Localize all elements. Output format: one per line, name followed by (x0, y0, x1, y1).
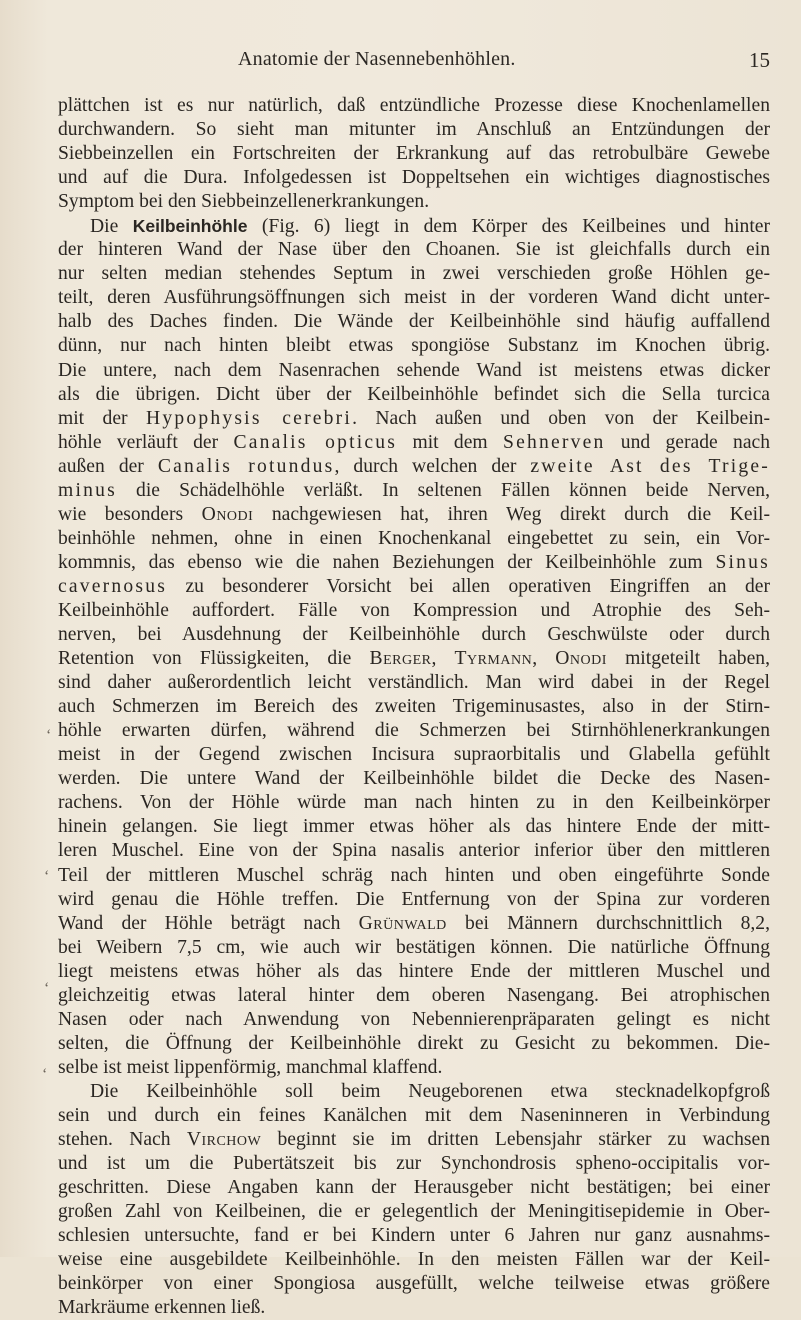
text-line: großen Zahl von Keilbeinen, die er gelegentlich der Meningitisepidemie in Ober- (58, 1201, 770, 1223)
author-name: Berger (369, 648, 432, 670)
text-line: Markräume erkennen ließ. (58, 1297, 266, 1319)
text-line: hinein gelangen. Sie liegt immer etwas höher als das hintere Ende der mitt- (58, 816, 770, 838)
text-line: dünn, nur nach hinten bleibt etwas spongiöse Substanz im Knochen übrig. (58, 335, 770, 357)
running-head: Anatomie der Nasennebenhöhlen. (238, 48, 516, 70)
author-name: Tyrmann (454, 648, 533, 670)
text-line: auch Schmerzen im Bereich des zweiten Trigeminusastes, also in der Stirn- (58, 696, 770, 718)
margin-mark: ‘ (44, 980, 50, 997)
text-line: und auf die Dura. Infolgedessen ist Doppeltsehen ein wichtiges diagnostisches (58, 167, 770, 189)
text-line: schlesien untersuchte, fand er bei Kindern unter 6 Jahren nur ganz ausnahms- (58, 1225, 770, 1247)
text-line: Retention von Flüssigkeiten, die Berger, Tyrmann, Onodi mitgeteilt haben, (58, 648, 770, 670)
text-line: Die untere, nach dem Nasenrachen sehende Wand ist meistens etwas dicker (58, 359, 770, 381)
text-line: cavernosus zu besonderer Vorsicht bei allen operativen Eingriffen an der (58, 575, 770, 597)
text-line: Symptom bei den Siebbeinzellenerkrankungen. (58, 191, 430, 213)
text-line: außen der Canalis rotundus, durch welchen der zweite Ast des Trige- (58, 455, 770, 477)
text-line: rachens. Von der Höhle würde man nach hinten zu in den Keilbeinkörper (58, 792, 770, 814)
text-line: Wand der Höhle beträgt nach Grünwald bei Männern durchschnittlich 8,2, (58, 912, 770, 934)
text-line: mit der Hypophysis cerebri. Nach außen und oben von der Keilbein- (58, 407, 770, 429)
text-line: sind daher außerordentlich leicht verständlich. Man wird dabei in der Regel (58, 672, 770, 694)
text-line: stehen. Nach Virchow beginnt sie im dritten Lebensjahr stärker zu wachsen (58, 1129, 770, 1151)
author-name: Onodi (555, 648, 607, 670)
text-line: der hinteren Wand der Nase über den Choanen. Sie ist gleichfalls durch ein (58, 239, 770, 261)
text-line: leren Muschel. Eine von der Spina nasalis anterior inferior über den mittleren (58, 840, 770, 862)
margin-mark: ‘ (46, 727, 52, 744)
text-line: beinkörper von einer Spongiosa ausgefüllt, welche teilweise etwas größere (58, 1273, 770, 1295)
text-line: durchwandern. So sieht man mitunter im Anschluß an Entzündungen der (58, 119, 770, 141)
text-line: meist in der Gegend zwischen Incisura supraorbitalis und Glabella gefühlt (58, 744, 770, 766)
body-text (58, 94, 770, 1320)
margin-mark: ‘ (44, 868, 50, 885)
text-line: wie besonders Onodi nachgewiesen hat, ihren Weg direkt durch die Keil- (58, 503, 770, 525)
text-line: beinhöhle nehmen, ohne in einen Knochenkanal eingebettet zu sein, ein Vor- (58, 527, 770, 549)
text-line: als die übrigen. Dicht über der Keilbeinhöhle befindet sich die Sella turcica (58, 383, 770, 405)
text-line: minus die Schädelhöhle verläßt. In seltenen Fällen können beide Nerven, (58, 479, 770, 501)
text-line: kommnis, das ebenso wie die nahen Beziehungen der Keilbeinhöhle zum Sinus (58, 551, 770, 573)
author-name: Grünwald (358, 912, 447, 934)
text-line: Siebbeinzellen ein Fortschreiten der Erkrankung auf das retrobulbäre Gewebe (58, 143, 770, 165)
text-line: selbe ist meist lippenförmig, manchmal klaffend. (58, 1056, 443, 1078)
text-line: Keilbeinhöhle auffordert. Fälle von Kompression und Atrophie des Seh- (58, 599, 770, 621)
text-line: Die Keilbeinhöhle (Fig. 6) liegt in dem Körper des Keilbeines und hinter (90, 216, 770, 238)
author-name: Onodi (201, 503, 254, 525)
text-line: weise eine ausgebildete Keilbeinhöhle. In den meisten Fällen war der Keil- (58, 1249, 770, 1271)
text-line: Nasen oder nach Anwendung von Nebennierenpräparaten gelingt es nicht (58, 1008, 770, 1030)
text-line: plättchen ist es nur natürlich, daß entzündliche Prozesse diese Knochenlamellen (58, 95, 770, 116)
text-line: nerven, bei Ausdehnung der Keilbeinhöhle durch Geschwülste oder durch (58, 624, 770, 646)
text-line: teilt, deren Ausführungsöffnungen sich meist in der vorderen Wand dicht unter- (58, 287, 770, 309)
text-line: Teil der mittleren Muschel schräg nach hinten und oben eingeführte Sonde (58, 864, 770, 886)
text-line: höhle erwarten dürfen, während die Schmerzen bei Stirnhöhlenerkrankungen (58, 720, 770, 742)
text-line: selten, die Öffnung der Keilbeinhöhle direkt zu Gesicht zu bekommen. Die- (58, 1032, 770, 1054)
text-line: gleichzeitig etwas lateral hinter dem oberen Nasengang. Bei atrophischen (58, 984, 770, 1006)
margin-mark: ‘ (42, 1066, 48, 1083)
text-line: Die Keilbeinhöhle soll beim Neugeborenen etwa stecknadelkopfgroß (90, 1080, 770, 1102)
text-line: und ist um die Pubertätszeit bis zur Synchondrosis spheno-occipitalis vor- (58, 1153, 770, 1175)
author-name: Virchow (186, 1129, 262, 1151)
text-line: bei Weibern 7,5 cm, wie auch wir bestätigen können. Die natürliche Öffnung (58, 936, 770, 958)
text-line: geschritten. Diese Angaben kann der Herausgeber nicht bestätigen; bei einer (58, 1177, 770, 1199)
page-number: 15 (749, 48, 770, 72)
text-line: sein und durch ein feines Kanälchen mit dem Naseninneren in Verbindung (58, 1104, 770, 1126)
text-line: halb des Daches finden. Die Wände der Keilbeinhöhle sind häufig auffallend (58, 311, 770, 333)
term-keilbeinhoehle: Keilbeinhöhle (132, 216, 248, 237)
text-line: nur selten median stehendes Septum in zwei verschieden große Höhlen ge- (58, 263, 770, 285)
text-line: höhle verläuft der Canalis opticus mit dem Sehnerven und gerade nach (58, 431, 771, 453)
text-line: liegt meistens etwas höher als das hintere Ende der mittleren Muschel und (58, 960, 770, 982)
text-line: werden. Die untere Wand der Keilbeinhöhle bildet die Decke des Nasen- (58, 768, 770, 790)
text-line: wird genau die Höhle treffen. Die Entfernung von der Spina zur vorderen (58, 888, 770, 910)
